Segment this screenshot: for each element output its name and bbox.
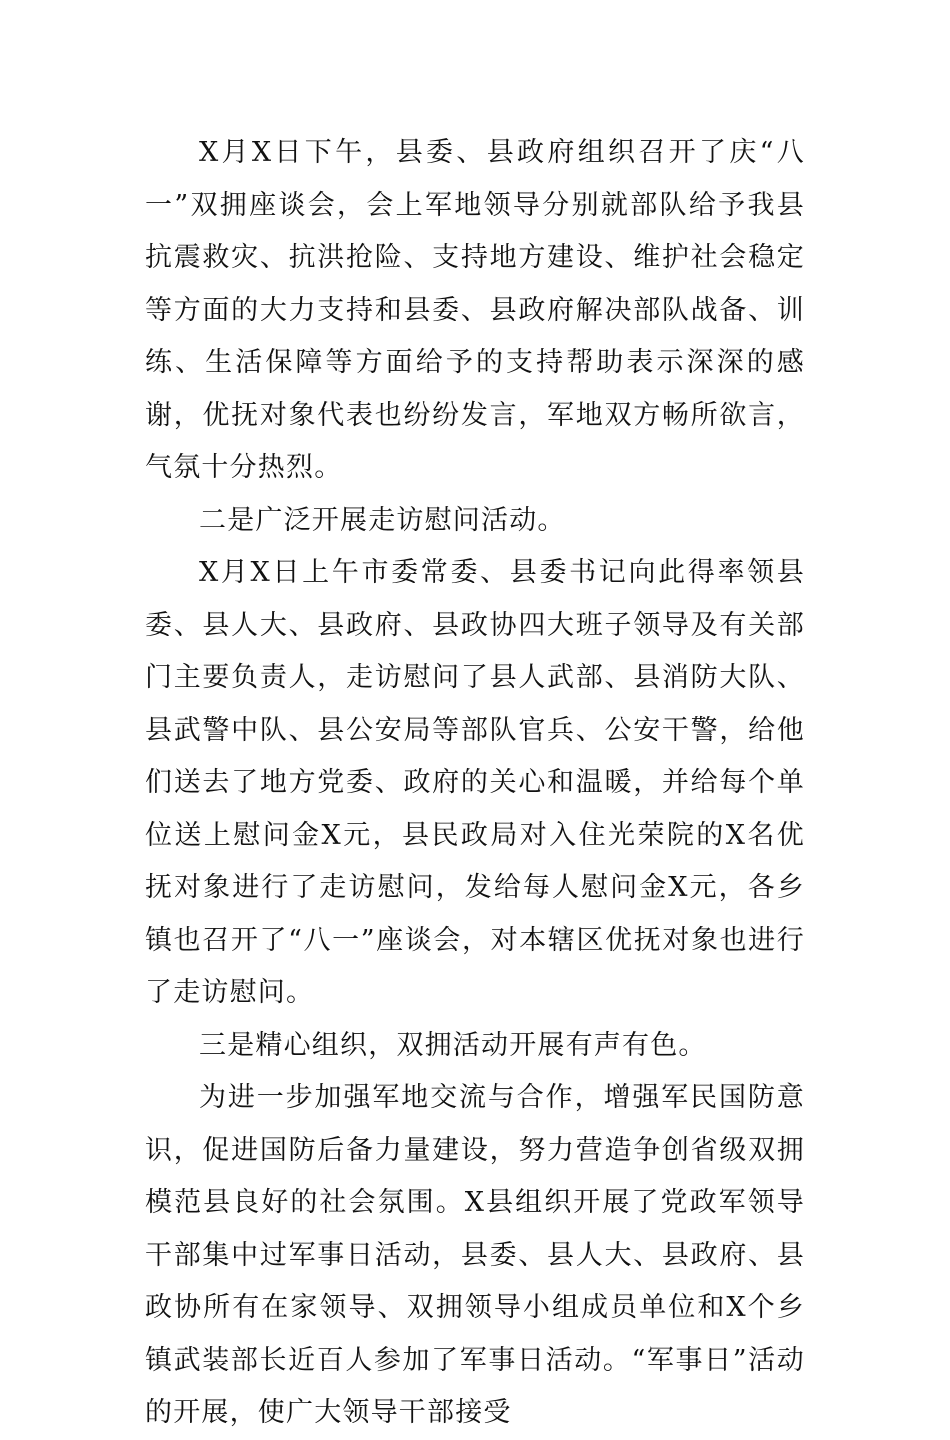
paragraph-activities: 为进一步加强军地交流与合作，增强军民国防意识，促进国防后备力量建设，努力营造争创省级双拥模范县良好的社会氛围。X县组织开展了党政军领导干部集中过军事日活动，县委、县人大、县政府、县政协所有在家领导、双拥领导小组成员单位和X个乡镇武装部长近百人参加了军事日活动。“军事日”活动的开展，使广大领导干部接受 [145, 1082, 805, 1428]
paragraph-heading-activities: 三是精心组织，双拥活动开展有声有色。 [199, 1029, 707, 1061]
paragraph-meeting: X月X日下午，县委、县政府组织召开了庆“八一”双拥座谈会，会上军地领导分别就部队给予我县抗震救灾、抗洪抢险、支持地方建设、维护社会稳定等方面的大力支持和县委、县政府解决部队战备、训练、生活保障等方面给予的支持帮助表示深深的感谢，优抚对象代表也纷纷发言，军地双方畅所欲言，气氛十分热烈。 [145, 137, 805, 483]
paragraph-visits: X月X日上午市委常委、县委书记向此得率领县委、县人大、县政府、县政协四大班子领导及有关部门主要负责人，走访慰问了县人武部、县消防大队、县武警中队、县公安局等部队官兵、公安干警，给他们送去了地方党委、政府的关心和温暖，并给每个单位送上慰问金X元，县民政局对入住光荣院的X名优抚对象进行了走访慰问，发给每人慰问金X元，各乡镇也召开了“八一”座谈会，对本辖区优抚对象也进行了走访慰问。 [145, 557, 805, 1008]
paragraph-heading-visits: 二是广泛开展走访慰问活动。 [199, 504, 566, 536]
document-body [145, 127, 805, 1440]
